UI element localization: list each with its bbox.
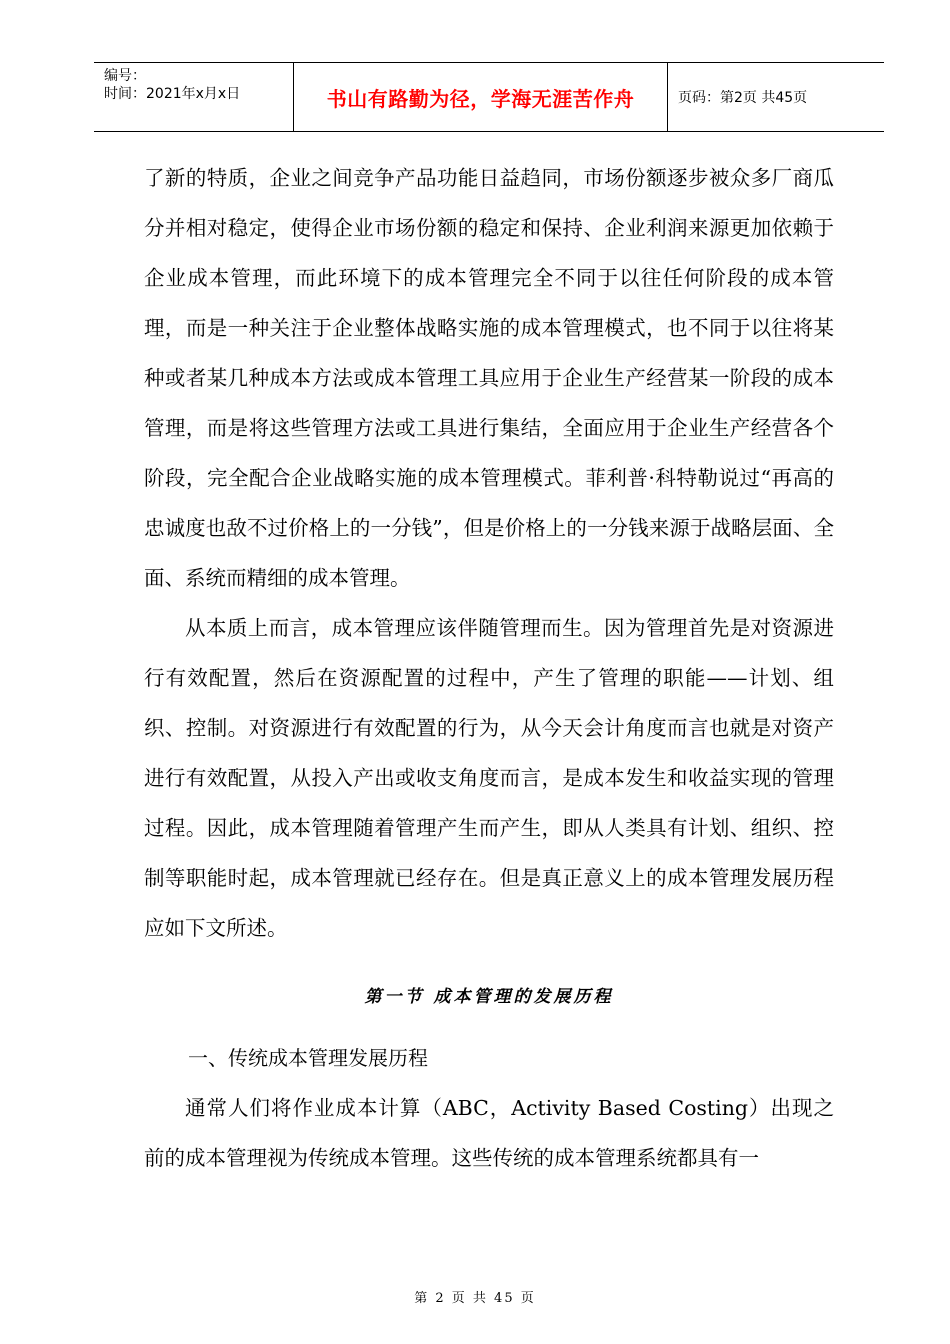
- document-body: [144, 153, 834, 1183]
- header-motto: 书山有路勤为径，学海无涯苦作舟: [294, 63, 668, 131]
- header-meta: [94, 63, 294, 131]
- body-paragraph: 从本质上而言，成本管理应该伴随管理而生。因为管理首先是对资源进行有效配置，然后在资源配置的过程中，产生了管理的职能——计划、组织、控制。对资源进行有效配置的行为，从今天会计角度而言也就是对资产进行有效配置，从投入产出或收支角度而言，是成本发生和收益实现的管理过程。因此，成本管理随着管理产生而产生，即从人类具有计划、组织、控制等职能时起，成本管理就已经存在。但是真正意义上的成本管理发展历程应如下文所述。: [144, 616, 834, 940]
- subsection-title: 一、传统成本管理发展历程: [188, 1046, 428, 1070]
- document-number-label: 编号：: [104, 68, 146, 84]
- page-footer: 第 2 页 共 45 页: [414, 1291, 536, 1306]
- document-time-label: 时间：2021年x月x日: [104, 86, 241, 102]
- section-title: 第一节 成本管理的发展历程: [364, 987, 614, 1007]
- page-header: [94, 62, 884, 132]
- body-paragraph-continued: 了新的特质，企业之间竞争产品功能日益趋同，市场份额逐步被众多厂商瓜分并相对稳定，使得企业市场份额的稳定和保持、企业利润来源更加依赖于企业成本管理，而此环境下的成本管理完全不同于以往任何阶段的成本管理，而是一种关注于企业整体战略实施的成本管理模式，也不同于以往将某种或者某几种成本方法或成本管理工具应用于企业生产经营某一阶段的成本管理，而是将这些管理方法或工具进行集结，全面应用于企业生产经营各个阶段，完全配合企业战略实施的成本管理模式。菲利普·科特勒说过“再高的忠诚度也敌不过价格上的一分钱”，但是价格上的一分钱来源于战略层面、全面、系统而精细的成本管理。: [144, 166, 834, 590]
- header-page-info: 页码：第2页 共45页: [678, 90, 808, 106]
- body-paragraph: 通常人们将作业成本计算（ABC，Activity Based Costing）出现之前的成本管理视为传统成本管理。这些传统的成本管理系统都具有一: [144, 1096, 834, 1170]
